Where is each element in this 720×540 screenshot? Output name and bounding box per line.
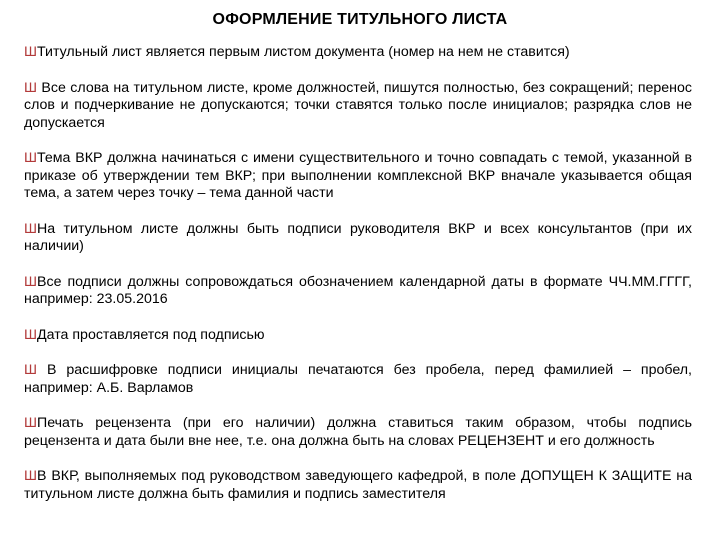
bullet-marker-icon: Ш xyxy=(24,415,38,431)
bullet-item xyxy=(24,150,692,203)
bullet-text: В расшифровке подписи инициалы печатаются без пробела, перед фамилией – пробел, например: А.Б. Варламов xyxy=(24,362,692,396)
bullet-text: Все подписи должны сопровождаться обозначением календарной даты в формате ЧЧ.ММ.ГГГГ, например: 23.05.2016 xyxy=(24,273,692,307)
bullet-marker-icon: Ш xyxy=(24,150,38,166)
bullet-item xyxy=(24,362,692,397)
bullet-item xyxy=(24,44,692,62)
bullet-marker-icon: Ш xyxy=(24,326,38,343)
slide-title: ОФОРМЛЕНИЕ ТИТУЛЬНОГО ЛИСТА xyxy=(212,11,508,28)
bullet-marker-icon: Ш xyxy=(24,79,38,96)
bullet-text: Титульный лист является первым листом документа (номер на нем не ставится) xyxy=(37,44,570,60)
bullet-text: Тема ВКР должна начинаться с имени существительного и точно совпадать с темой, указанной в приказе об утверждении тем ВКР; при выполнении комплексной ВКР вначале указывается общая тема, а затем через точку – тема данной части xyxy=(24,150,692,201)
bullet-marker-icon: Ш xyxy=(24,362,38,378)
bullet-marker-icon: Ш xyxy=(24,220,38,237)
bullet-text: Дата проставляется под подписью xyxy=(37,326,265,343)
bullet-item xyxy=(24,468,692,503)
bullet-item xyxy=(24,274,692,309)
bullet-item xyxy=(24,80,692,133)
bullet-marker-icon: Ш xyxy=(24,44,38,60)
bullet-text: В ВКР, выполняемых под руководством заведующего кафедрой, в поле ДОПУЩЕН К ЗАЩИТЕ на титульном листе должна быть фамилия и подпись заместителя xyxy=(24,468,692,502)
bullet-list xyxy=(24,44,692,503)
bullet-item xyxy=(24,415,692,450)
bullet-marker-icon: Ш xyxy=(24,468,38,484)
bullet-text: На титульном листе должны быть подписи руководителя ВКР и всех консультантов (при их наличии) xyxy=(24,220,692,254)
bullet-text: Печать рецензента (при его наличии) должна ставиться таким образом, чтобы подпись рецензента и дата были вне нее, т.е. она должна быть на словах РЕЦЕНЗЕНТ и его должность xyxy=(24,415,692,449)
bullet-item xyxy=(24,221,692,256)
bullet-text: Все слова на титульном листе, кроме должностей, пишутся полностью, без сокращений; перенос слов и подчеркивание не допускаются; точки ставятся только после инициалов; разрядка слов не допускается xyxy=(24,79,692,131)
bullet-item xyxy=(24,327,692,345)
bullet-marker-icon: Ш xyxy=(24,273,38,290)
